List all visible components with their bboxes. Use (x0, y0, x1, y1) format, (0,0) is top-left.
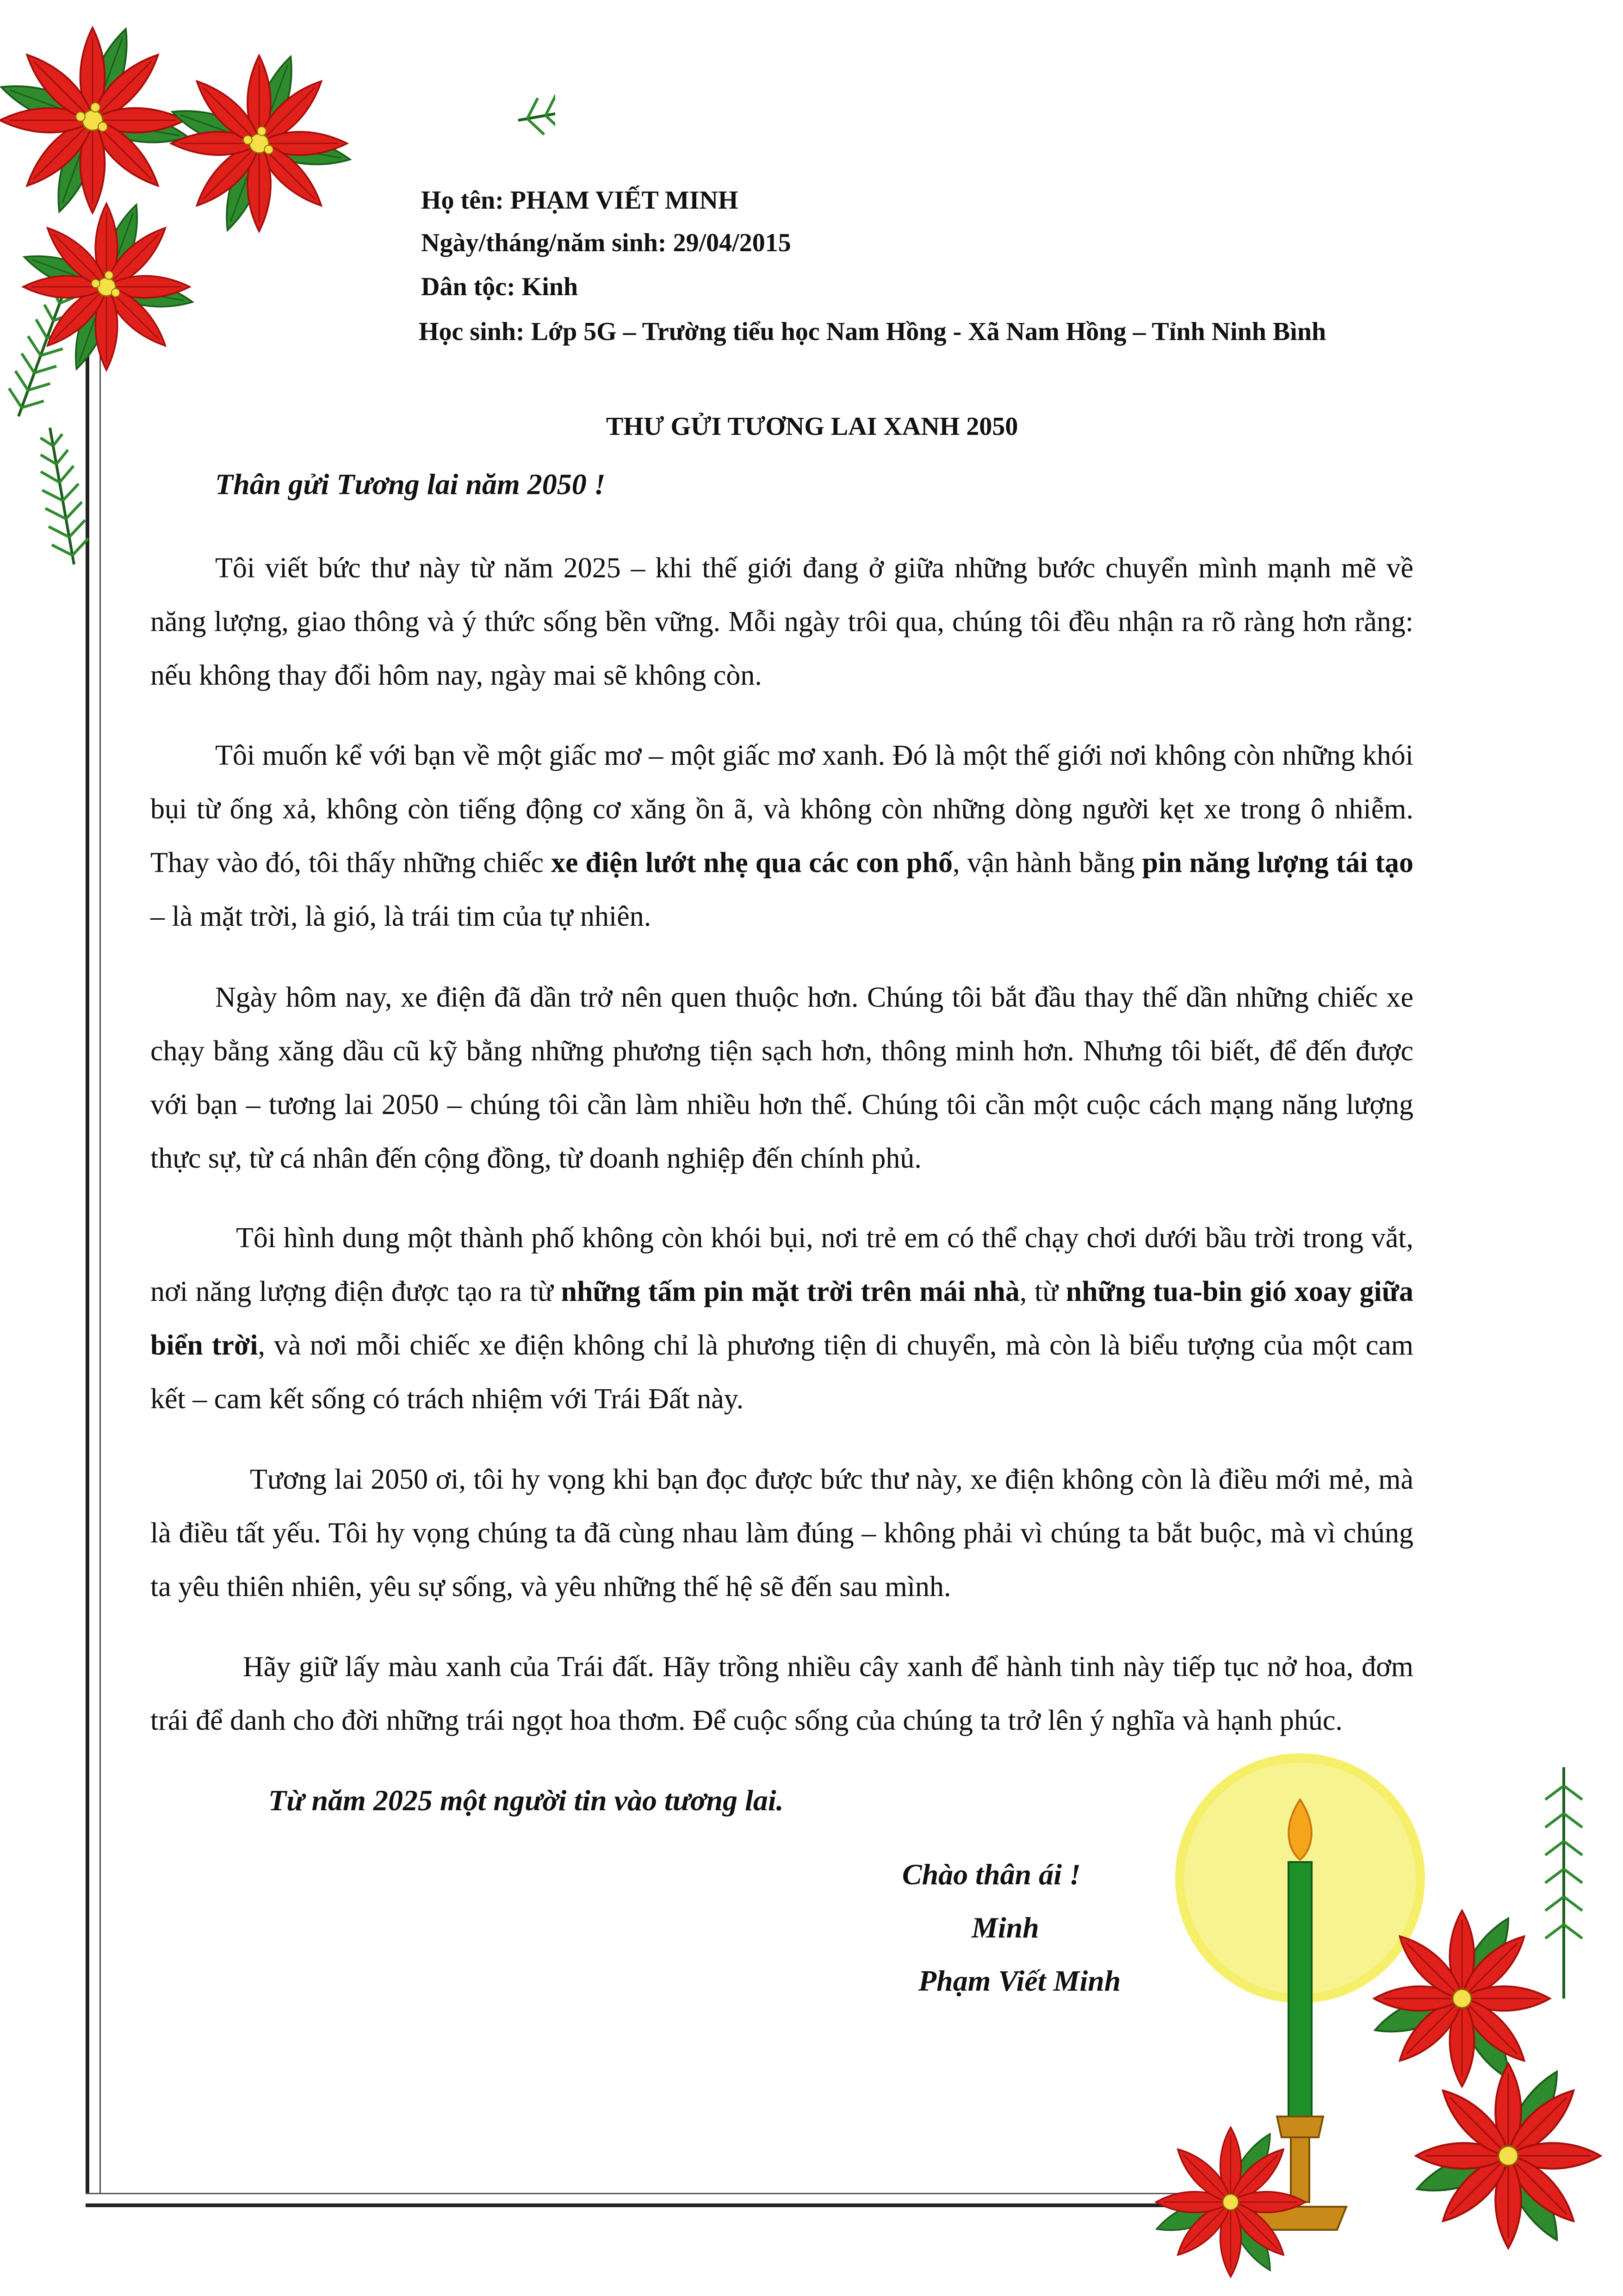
paragraph-2-text: Tôi muốn kể với bạn về một giấc mơ – một giấc mơ xanh. Đó là một thế giới nơi không còn những khói bụi từ ống xả, không còn tiếng động cơ xăng ồn ã, và không còn những dòng người kẹt xe trong ô nhiễm. Thay vào đó, tôi thấy những chiếc (150, 740, 1413, 879)
signature-full-name: Phạm Viết Minh (918, 1964, 1121, 1997)
paragraph-1-text: Tôi viết bức thư này từ năm 2025 – khi thế giới đang ở giữa những bước chuyển mình mạnh mẽ về năng lượng, giao thông và ý thức sống bền vững. Mỗi ngày trôi qua, chúng tôi đều nhận ra rõ ràng hơn rằng: nếu không thay đổi hôm nay, ngày mai sẽ không còn. (150, 552, 1413, 691)
student-ethnicity: Dân tộc: Kinh (421, 272, 578, 301)
letter-title: THƯ GỬI TƯƠNG LAI XANH 2050 (606, 412, 1018, 441)
paragraph-2-bold-ev: xe điện lướt nhẹ qua các con phố (551, 847, 953, 879)
paragraph-4-text-b: , từ (1019, 1276, 1066, 1307)
paragraph-4-bold-wind: những tua-bin gió xoay giữa biển trời (150, 1276, 1413, 1361)
paragraph-5-text: Tương lai 2050 ơi, tôi hy vọng khi bạn đọc được bức thư này, xe điện không còn là điều mới mẻ, mà là điều tất yếu. Tôi hy vọng chúng ta đã cùng nhau làm đúng – không phải vì chúng ta bắt buộc, mà vì chúng ta yêu thiên nhiên, yêu sự sống, và yêu những thế hệ sẽ đến sau mình. (150, 1464, 1413, 1603)
paragraph-4-bold-solar: những tấm pin mặt trời trên mái nhà (561, 1276, 1020, 1307)
paragraph-6 (150, 1640, 1413, 1747)
student-school: Học sinh: Lớp 5G – Trường tiểu học Nam Hồng - Xã Nam Hồng – Tỉnh Ninh Bình (419, 317, 1326, 346)
letter-greeting: Thân gửi Tương lai năm 2050 ! (215, 468, 606, 501)
page-border-left (86, 352, 101, 2193)
paragraph-2-bold-battery: pin năng lượng tái tạo (1142, 847, 1413, 879)
candle-decoration-bottom-right (1101, 1739, 1623, 2296)
paragraph-3-text: Ngày hôm nay, xe điện đã dần trở nên quen thuộc hơn. Chúng tôi bắt đầu thay thế dần những chiếc xe chạy bằng xăng dầu cũ kỹ bằng những phương tiện sạch hơn, thông minh hơn. Nhưng tôi biết, để đến được với bạn – tương lai 2050 – chúng tôi cần làm nhiều hơn thế. Chúng tôi cần một cuộc cách mạng năng lượng thực sự, từ cá nhân đến cộng đồng, từ doanh nghiệp đến chính phủ. (150, 982, 1413, 1174)
paragraph-2 (150, 729, 1413, 943)
paragraph-2-text-b: , vận hành bằng (953, 847, 1142, 879)
signature-short-name: Minh (972, 1911, 1039, 1944)
page-border-bottom (86, 2193, 1214, 2207)
paragraph-3 (150, 971, 1413, 1185)
paragraph-6-text: Hãy giữ lấy màu xanh của Trái đất. Hãy trồng nhiều cây xanh để hành tinh này tiếp tục nở hoa, đơm trái để danh cho đời những trái ngọt hoa thơm. Để cuộc sống của chúng ta trở lên ý nghĩa và hạnh phúc. (150, 1651, 1413, 1736)
paragraph-4 (150, 1211, 1413, 1426)
paragraph-4-text: Tôi hình dung một thành phố không còn khói bụi, nơi trẻ em có thể chạy chơi dưới bầu trời trong vắt, nơi năng lượng điện được tạo ra từ (150, 1222, 1413, 1307)
paragraph-5 (150, 1453, 1413, 1614)
student-name: Họ tên: PHẠM VIẾT MINH (421, 186, 738, 215)
student-dob: Ngày/tháng/năm sinh: 29/04/2015 (421, 229, 791, 257)
paragraph-4-text-c: , và nơi mỗi chiếc xe điện không chỉ là phương tiện di chuyển, mà còn là biểu tượng của một cam kết – cam kết sống có trách nhiệm với Trái Đất này. (150, 1330, 1413, 1415)
signature-farewell: Chào thân ái ! (902, 1858, 1081, 1891)
paragraph-1 (150, 541, 1413, 702)
paragraph-2-text-c: – là mặt trời, là gió, là trái tim của tự nhiên. (150, 901, 651, 932)
closing-line: Từ năm 2025 một người tin vào tương lai. (268, 1784, 784, 1817)
